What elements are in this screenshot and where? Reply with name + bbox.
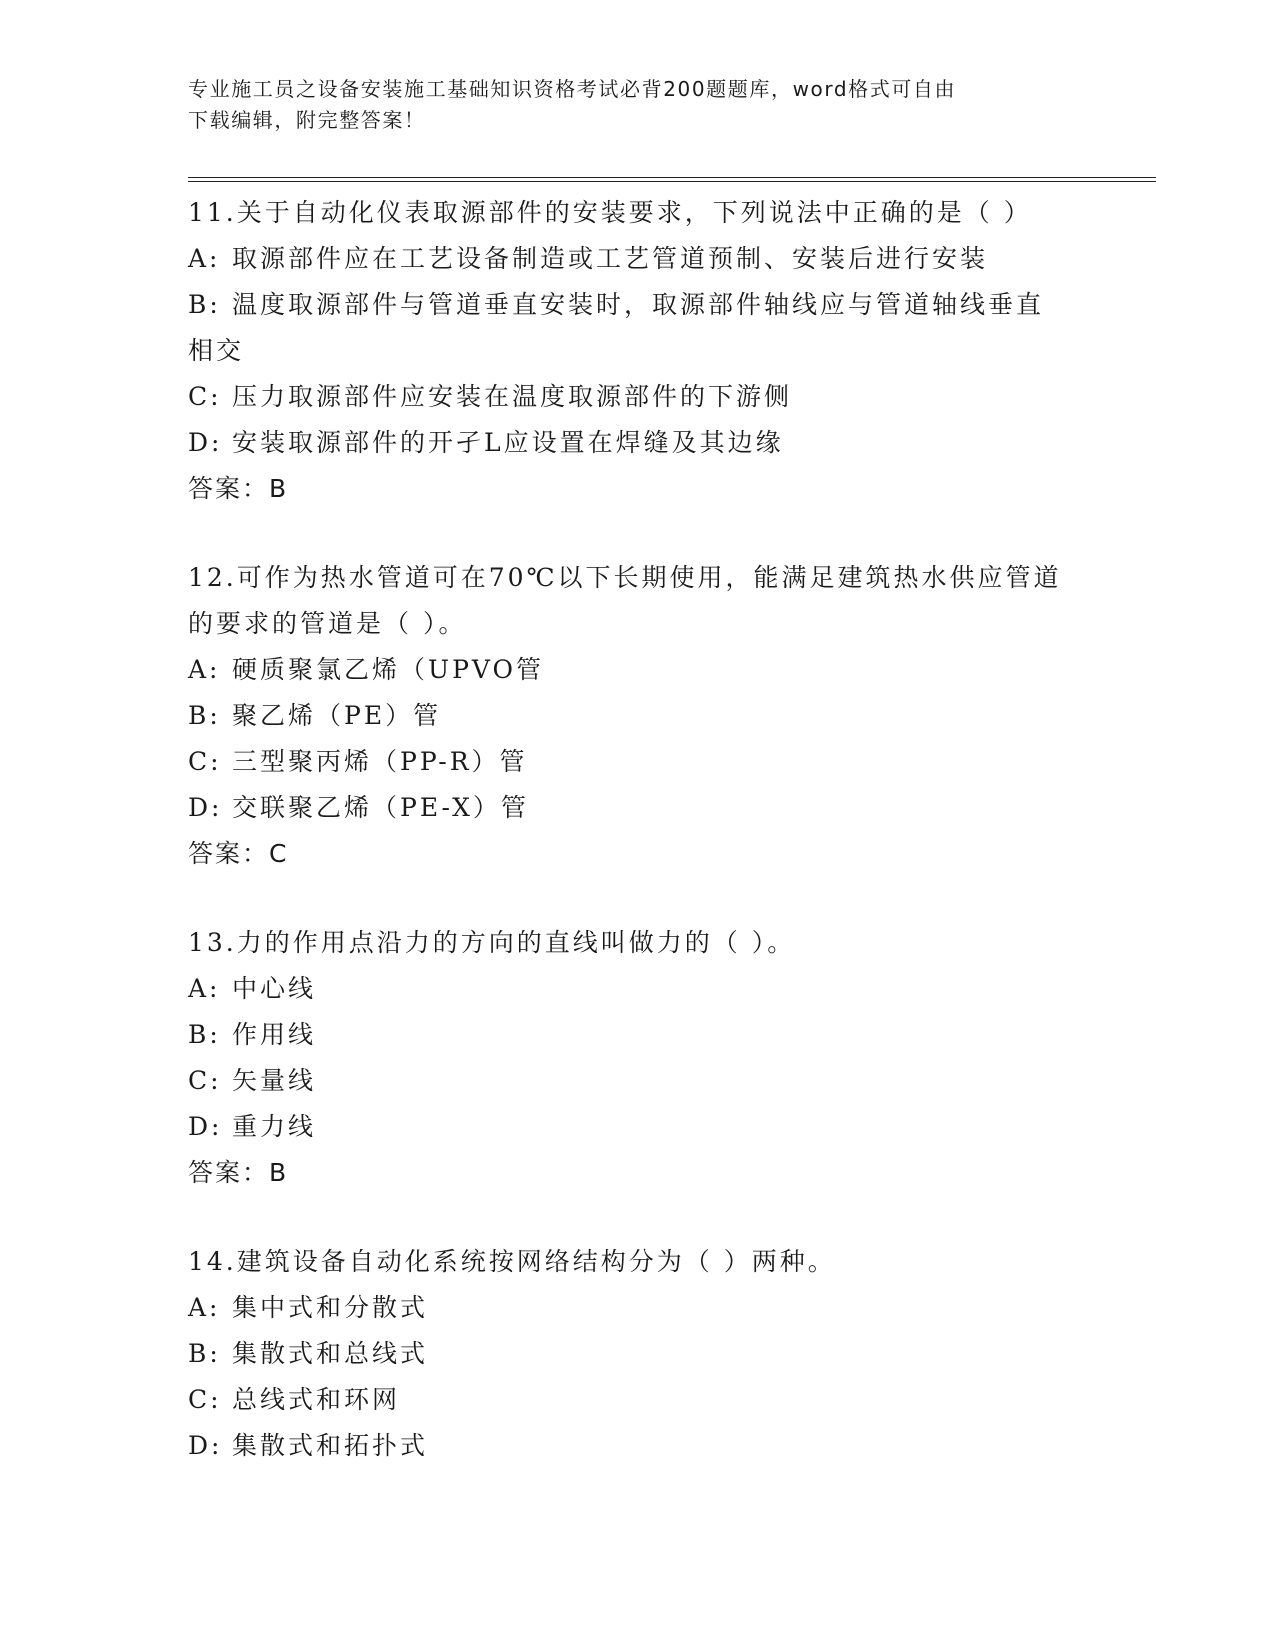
- option-letter: B:: [188, 290, 221, 319]
- option-letter: A:: [188, 244, 221, 273]
- header-divider: [188, 177, 1156, 182]
- option-text: 聚乙烯（PE）管: [232, 701, 442, 730]
- option-a: [188, 647, 1088, 693]
- answer-line: 答案：B: [188, 1158, 289, 1187]
- option-d: [188, 1423, 1088, 1469]
- option-a: [188, 236, 1088, 282]
- option-letter: D:: [188, 1431, 223, 1460]
- option-text: 取源部件应在工艺设备制造或工艺管道预制、安装后进行安装: [232, 244, 989, 273]
- document-header: [188, 74, 1068, 136]
- option-b: [188, 1012, 1088, 1058]
- option-letter: C:: [188, 747, 222, 776]
- question-stem: 13.力的作用点沿力的方向的直线叫做力的（ ）。: [188, 928, 796, 957]
- header-line-1: 专业施工员之设备安装施工基础知识资格考试必背200题题库，word格式可自由: [188, 77, 957, 101]
- question-list: [188, 190, 1088, 1469]
- option-a: [188, 966, 1088, 1012]
- option-text: 集中式和分散式: [232, 1293, 429, 1322]
- option-b: [188, 1331, 1088, 1377]
- question-gap: [188, 877, 1088, 920]
- question-stem-continuation: 的要求的管道是（ ）。: [188, 609, 467, 638]
- question-stem: 11.关于自动化仪表取源部件的安装要求，下列说法中正确的是（ ）: [188, 198, 1032, 227]
- option-text: 温度取源部件与管道垂直安装时，取源部件轴线应与管道轴线垂直: [232, 290, 1045, 319]
- option-d: [188, 785, 1088, 831]
- option-b: [188, 282, 1088, 328]
- option-c: [188, 1058, 1088, 1104]
- option-text: 安装取源部件的开孑L应设置在焊缝及其边缘: [232, 428, 784, 457]
- option-b: [188, 693, 1088, 739]
- option-text: 重力线: [232, 1112, 317, 1141]
- header-line-2: 下载编辑，附完整答案！: [188, 108, 426, 132]
- option-d: [188, 420, 1088, 466]
- question-13: [188, 920, 1088, 1196]
- option-text: 中心线: [232, 974, 317, 1003]
- option-text: 作用线: [232, 1020, 317, 1049]
- option-text: 交联聚乙烯（PE-X）管: [232, 793, 529, 822]
- option-text: 压力取源部件应安装在温度取源部件的下游侧: [232, 382, 793, 411]
- option-text: 集散式和拓扑式: [232, 1431, 429, 1460]
- option-letter: A:: [188, 974, 221, 1003]
- option-a: [188, 1285, 1088, 1331]
- option-letter: C:: [188, 1385, 222, 1414]
- option-letter: A:: [188, 1293, 221, 1322]
- option-letter: B:: [188, 1020, 221, 1049]
- option-text: 三型聚丙烯（PP-R）管: [232, 747, 528, 776]
- question-gap: [188, 512, 1088, 555]
- option-letter: D:: [188, 1112, 223, 1141]
- question-stem: 14.建筑设备自动化系统按网络结构分为（ ）两种。: [188, 1247, 836, 1276]
- option-letter: C:: [188, 1066, 222, 1095]
- option-letter: A:: [188, 655, 221, 684]
- option-text: 集散式和总线式: [232, 1339, 429, 1368]
- question-stem: 12.可作为热水管道可在70℃以下长期使用，能满足建筑热水供应管道: [188, 563, 1062, 592]
- option-b-continuation: 相交: [188, 336, 245, 365]
- answer-line: 答案：C: [188, 839, 289, 868]
- option-c: [188, 374, 1088, 420]
- option-letter: B:: [188, 1339, 221, 1368]
- option-letter: D:: [188, 793, 223, 822]
- option-c: [188, 739, 1088, 785]
- option-text: 矢量线: [232, 1066, 317, 1095]
- option-letter: C:: [188, 382, 222, 411]
- answer-line: 答案：B: [188, 474, 289, 503]
- option-letter: B:: [188, 701, 221, 730]
- question-12: [188, 555, 1088, 877]
- option-text: 硬质聚氯乙烯（UPVO管: [232, 655, 545, 684]
- option-c: [188, 1377, 1088, 1423]
- question-14: [188, 1239, 1088, 1469]
- option-letter: D:: [188, 428, 223, 457]
- option-d: [188, 1104, 1088, 1150]
- question-11: [188, 190, 1088, 512]
- question-gap: [188, 1196, 1088, 1239]
- option-text: 总线式和环网: [232, 1385, 401, 1414]
